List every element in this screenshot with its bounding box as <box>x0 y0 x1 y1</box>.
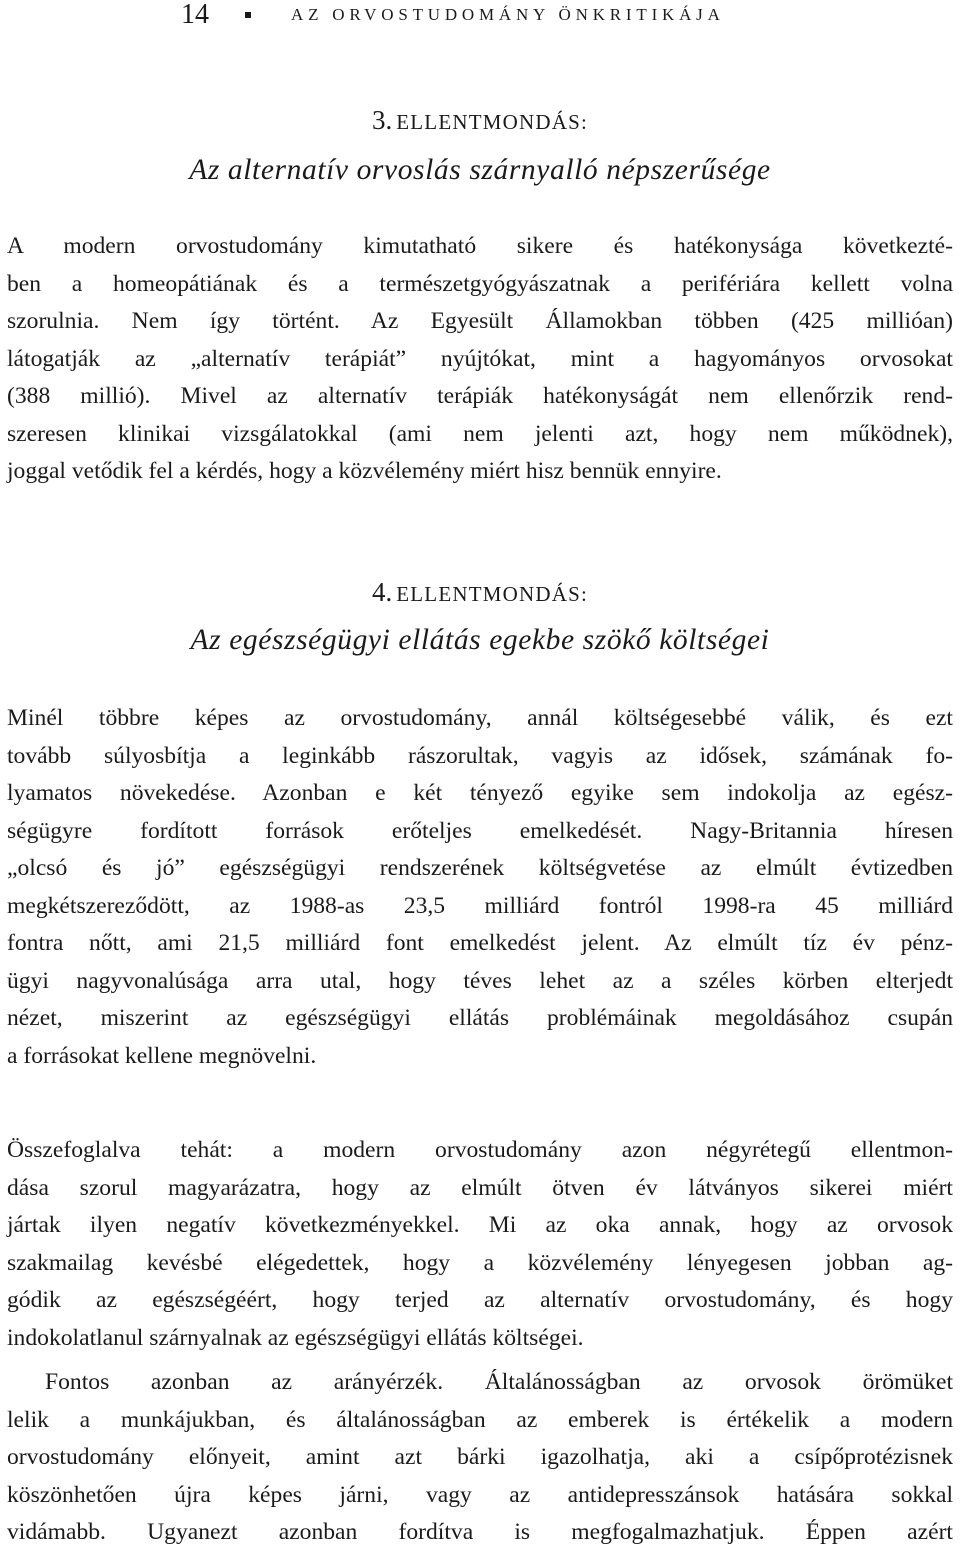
text-line: ségügyre fordított források erőteljes emelkedését. Nagy-Britannia híresen <box>7 817 953 844</box>
text-line: lelik a munkájukban, és általánosságban az emberek is értékelik a modern <box>7 1406 953 1433</box>
section-4-number: 4. <box>371 577 393 607</box>
text-line: „olcsó és jó” egészségügyi rendszerének költségvetése az elmúlt évtizedben <box>7 855 953 881</box>
text-line: szeresen klinikai vizsgálatokkal (ami nem jelenti azt, hogy nem működnek), <box>7 420 953 447</box>
text-line: ügyi nagyvonalúsága arra utal, hogy téves lehet az a széles körben elterjedt <box>7 967 953 994</box>
text-line: gódik az egészségéért, hogy terjed az alternatív orvostudomány, és hogy <box>7 1287 953 1313</box>
section-3-number: 3. <box>371 105 393 135</box>
text-line: dása szorul magyarázatra, hogy az elmúlt ötven év látványos sikerei miért <box>7 1174 953 1201</box>
section-3-paragraph <box>7 228 953 491</box>
text-line: orvostudomány előnyeit, amint azt bárki igazolhatja, aki a csípőprotézisnek <box>7 1444 953 1470</box>
running-title: AZ ORVOSTUDOMÁNY ÖNKRITIKÁJA <box>291 5 725 24</box>
text-line: szakmailag kevésbé elégedettek, hogy a közvélemény lényegesen jobban ag- <box>7 1249 953 1276</box>
section-3-heading-word: ELLENTMONDÁS: <box>396 110 588 134</box>
text-line: a forrásokat kellene megnövelni. <box>7 1042 317 1069</box>
summary-paragraph-2 <box>7 1364 953 1552</box>
text-line: vidámabb. Ugyanezt azonban fordítva is megfogalmazhatjuk. Éppen azért <box>7 1519 953 1545</box>
text-line: (388 millió). Mivel az alternatív terápiák hatékonyságát nem ellenőrzik rend- <box>7 383 953 409</box>
page-number: 14 <box>181 0 209 30</box>
text-line: köszönhetően újra képes járni, vagy az antidepresszánsok hatására sokkal <box>7 1481 953 1508</box>
section-4-paragraph <box>7 700 953 1075</box>
text-line: lyamatos növekedése. Azonban e két tényező egyike sem indokolja az egész- <box>7 780 953 806</box>
text-line: Fontos azonban az arányérzék. Általánosságban az orvosok örömüket <box>45 1369 953 1395</box>
text-line: megkétszereződött, az 1988-as 23,5 milliárd fontról 1998-ra 45 milliárd <box>7 892 953 919</box>
text-line: szorulnia. Nem így történt. Az Egyesült Államokban többen (425 millióan) <box>7 308 953 334</box>
text-line: indokolatlanul szárnyalnak az egészségügyi ellátás költségei. <box>7 1324 584 1351</box>
section-3-title: Az alternatív orvoslás szárnyalló népszerűsége <box>189 154 771 186</box>
text-line: látogatják az „alternatív terápiát” nyújtókat, mint a hagyományos orvosokat <box>7 345 953 372</box>
summary-paragraph-1 <box>7 1132 953 1357</box>
section-3-label <box>7 102 953 143</box>
text-line: joggal vetődik fel a kérdés, hogy a közvélemény miért hisz bennük ennyire. <box>7 458 722 484</box>
text-line: Minél többre képes az orvostudomány, annál költségesebbé válik, és ezt <box>7 705 953 731</box>
section-4-heading-word: ELLENTMONDÁS: <box>396 582 588 606</box>
separator-square-icon <box>245 12 251 18</box>
text-line: tovább súlyosbítja a leginkább rászorultak, vagyis az idősek, számának fo- <box>7 742 953 769</box>
section-4-title: Az egészségügyi ellátás egekbe szökő költségei <box>190 624 770 656</box>
text-line: ben a homeopátiának és a természetgyógyászatnak a perifériára kellett volna <box>7 270 953 297</box>
text-line: jártak ilyen negatív következményekkel. Mi az oka annak, hogy az orvosok <box>7 1212 953 1238</box>
text-line: nézet, miszerint az egészségügyi ellátás problémáinak megoldásához csupán <box>7 1005 953 1031</box>
text-line: Összefoglalva tehát: a modern orvostudomány azon négyrétegű ellentmon- <box>7 1137 953 1163</box>
section-4-label <box>7 574 953 615</box>
running-head <box>7 0 953 30</box>
text-line: fontra nőtt, ami 21,5 milliárd font emelkedést jelent. Az elmúlt tíz év pénz- <box>7 930 953 956</box>
text-line: A modern orvostudomány kimutatható sikere és hatékonysága következté- <box>7 233 953 259</box>
